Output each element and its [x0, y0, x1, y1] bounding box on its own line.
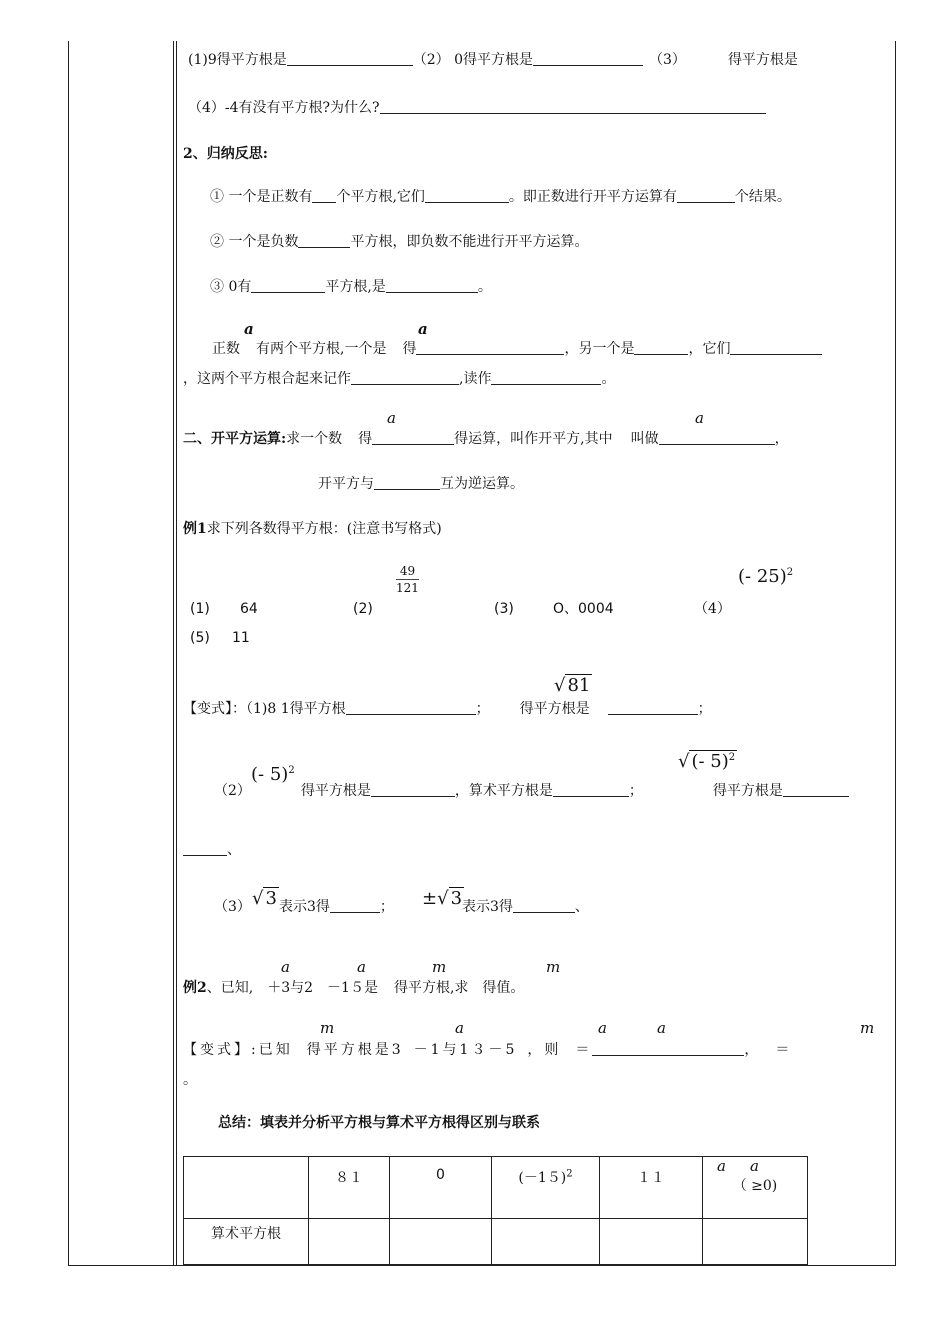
text: ；	[475, 701, 490, 717]
text: 、	[227, 842, 241, 858]
power-base: (- 25)	[738, 566, 787, 587]
text: 、已知,	[206, 980, 254, 996]
value-64: 64	[240, 601, 258, 617]
table-cell[interactable]	[600, 1219, 703, 1265]
text: ，	[774, 431, 789, 447]
text: 有两个平方根,一个是	[256, 341, 387, 357]
answer-blank[interactable]	[533, 51, 643, 66]
answer-blank[interactable]	[380, 99, 766, 114]
var-m: m	[320, 1019, 335, 1037]
radicand: 3	[450, 888, 463, 909]
q1-line	[188, 51, 798, 69]
text: ＝	[575, 1042, 593, 1058]
text: 得平方根是3	[306, 1042, 404, 1058]
text: ，这两个平方根合起来记作	[183, 371, 351, 387]
answer-blank[interactable]	[634, 340, 688, 355]
q1-part3: （3）	[649, 52, 686, 68]
text: ，它们	[688, 341, 731, 357]
var-a: a	[244, 320, 254, 338]
text: ③ 0有	[210, 279, 252, 295]
var-m: m	[546, 958, 561, 976]
text: 例2	[183, 980, 207, 996]
table-header-a	[703, 1157, 808, 1219]
answer-blank[interactable]	[783, 782, 849, 797]
text: 、	[574, 899, 589, 915]
q1-part2: （2） 0得平方根是	[412, 52, 534, 68]
radicand: 81	[567, 675, 591, 696]
variant2-end: 。	[183, 1072, 197, 1088]
text: 叫做	[630, 431, 659, 447]
text: 得	[402, 341, 417, 357]
radicand: 3	[265, 888, 277, 909]
text: 得平方根,求	[393, 980, 469, 996]
reflect-heading: 2、归纳反思:	[183, 146, 268, 162]
item-5: (5)	[190, 630, 210, 646]
table-header-neg15-squared	[492, 1157, 600, 1219]
text: 。即正数进行开平方运算有	[508, 189, 677, 205]
text: 个平方根,它们	[336, 189, 425, 205]
variant1-line1	[183, 700, 712, 718]
text: ① 一个是正数有	[210, 189, 313, 205]
text: 开平方与	[318, 476, 374, 492]
answer-blank[interactable]	[298, 233, 350, 248]
answer-blank[interactable]	[513, 898, 575, 913]
answer-blank[interactable]	[346, 700, 476, 715]
text: 正数	[212, 341, 240, 357]
variant1-line2	[214, 782, 849, 800]
table-corner-cell	[184, 1157, 309, 1219]
answer-blank[interactable]	[330, 898, 380, 913]
power-base: (- 5)	[251, 764, 289, 785]
q1-part4: （4）-4有没有平方根?为什么?	[188, 100, 380, 116]
text: 得平方根是	[519, 701, 590, 717]
item-4: （4）	[694, 601, 731, 617]
text: 表示3得	[462, 899, 513, 915]
variant-label: 【变式】	[183, 1042, 251, 1058]
table-header-81: ８１	[309, 1157, 390, 1219]
text: 。	[477, 279, 492, 295]
power-exponent: 2	[288, 765, 295, 776]
var-a: a	[357, 958, 366, 976]
item-3: (3)	[494, 601, 514, 617]
text: ,读作	[459, 371, 492, 387]
table-cell[interactable]	[703, 1219, 808, 1265]
section2-line1	[183, 430, 789, 448]
variant1-line3a	[279, 898, 394, 916]
reflect-line1	[210, 188, 791, 206]
value-0004: O、0004	[553, 601, 614, 617]
text: 平方根，即负数不能进行开平方运算。	[350, 234, 589, 250]
q1-part3-text: 得平方根是	[727, 52, 798, 68]
radicand	[689, 750, 737, 772]
answer-blank[interactable]	[491, 370, 601, 385]
sqrt-81: √ 81	[554, 675, 591, 696]
power-exponent: 2	[786, 567, 794, 578]
power-base: (- 5)	[691, 751, 729, 772]
table-header-row	[184, 1157, 808, 1219]
row-label-arithmetic-root: 算术平方根	[184, 1219, 309, 1265]
var-m: m	[432, 958, 447, 976]
positive-line1	[212, 340, 822, 358]
text: :已知	[251, 1042, 293, 1058]
text: ，则	[527, 1042, 562, 1058]
var-a: a	[695, 409, 704, 427]
summary-title: 总结：填表并分析平方根与算术平方根得区别与联系	[218, 1115, 540, 1131]
example2-line	[183, 979, 524, 997]
item-2: (2)	[353, 601, 373, 617]
column-divider	[173, 41, 174, 1265]
answer-blank[interactable]	[677, 188, 735, 203]
section2-line2	[318, 475, 524, 493]
text: 。	[601, 371, 616, 387]
variant1-line2-cont	[183, 841, 241, 859]
table-row	[184, 1219, 808, 1265]
answer-blank[interactable]	[659, 430, 775, 445]
fraction-numerator: 49	[396, 563, 419, 580]
summary-table	[183, 1156, 808, 1265]
text: －1与1３－5	[413, 1042, 518, 1058]
pm-sqrt-3: ±√ 3	[422, 888, 463, 909]
condition-text: （ ≥0)	[732, 1178, 778, 1194]
reflect-line2	[210, 233, 588, 251]
table-cell[interactable]	[309, 1219, 390, 1265]
table-header-0: 0	[390, 1157, 492, 1219]
section2-heading: 二、开平方运算:	[183, 431, 287, 447]
text: ② 一个是负数	[210, 234, 299, 250]
text: 个结果。	[734, 189, 791, 205]
answer-blank[interactable]	[251, 278, 325, 293]
text: 得平方根是	[300, 783, 371, 799]
answer-blank[interactable]	[371, 782, 455, 797]
table-cell[interactable]	[492, 1219, 600, 1265]
var-a: a	[281, 958, 290, 976]
var-a: a	[750, 1157, 759, 1175]
table-cell[interactable]	[390, 1219, 492, 1265]
reflect-line3	[210, 278, 492, 296]
column-divider-inner	[176, 41, 177, 1265]
text: ；	[379, 899, 394, 915]
text: －1５是	[327, 980, 378, 996]
text: 表示3得	[279, 899, 330, 915]
text: ，另一个是	[564, 341, 635, 357]
value-11: 11	[232, 630, 250, 646]
answer-blank[interactable]	[312, 188, 336, 203]
text: 例1	[183, 521, 207, 537]
var-a: a	[598, 1019, 607, 1037]
var-a: a	[717, 1157, 726, 1175]
text: 互为逆运算。	[440, 476, 524, 492]
answer-blank[interactable]	[287, 51, 413, 66]
text: ；	[697, 701, 712, 717]
q1-part1: (1)9得平方根是	[188, 52, 287, 68]
power-exponent: 2	[728, 752, 736, 763]
text: ，算术平方根是	[454, 783, 553, 799]
power-base: (－1５)	[518, 1170, 567, 1186]
table-header-11: １１	[600, 1157, 703, 1219]
power-neg25-squared	[738, 566, 793, 587]
answer-blank[interactable]	[592, 1041, 744, 1056]
power-exponent: 2	[566, 1168, 573, 1180]
text: ：（1)8 1得平方根	[232, 701, 346, 717]
var-a: a	[418, 320, 428, 338]
text: ，	[744, 1042, 762, 1058]
text: 得平方根是	[712, 783, 783, 799]
example1-title	[183, 520, 442, 538]
plus-minus: ±	[422, 888, 438, 909]
q1-line4	[188, 99, 766, 117]
text: 得值。	[482, 980, 525, 996]
answer-blank[interactable]	[425, 188, 509, 203]
answer-blank[interactable]	[374, 475, 440, 490]
positive-line2	[183, 370, 615, 388]
answer-blank[interactable]	[608, 700, 698, 715]
answer-blank[interactable]	[730, 340, 822, 355]
variant1-line3b	[462, 898, 589, 916]
fraction-49-121	[396, 563, 419, 596]
var-m: m	[860, 1019, 875, 1037]
text: ＋3与2	[267, 980, 314, 996]
variant-label: 【变式】	[183, 701, 232, 717]
text: 平方根,是	[325, 279, 386, 295]
item-1: (1)	[190, 601, 210, 617]
text: 求下列各数得平方根：(注意书写格式)	[206, 521, 442, 537]
text: （2）	[214, 783, 251, 799]
answer-blank[interactable]	[386, 278, 478, 293]
text: ；	[628, 783, 643, 799]
text: 得	[358, 431, 373, 447]
sqrt-3: √ 3	[252, 888, 277, 909]
answer-blank[interactable]	[183, 841, 227, 856]
var-a: a	[387, 409, 396, 427]
answer-blank[interactable]	[351, 370, 459, 385]
sqrt-neg5-squared: √ (- 5)$^2$	[678, 751, 736, 772]
variant2-line	[183, 1041, 792, 1059]
fraction-denominator: 121	[396, 581, 419, 595]
text: 得运算，叫作开平方,其中	[454, 431, 613, 447]
answer-blank[interactable]	[416, 340, 564, 355]
answer-blank[interactable]	[553, 782, 629, 797]
answer-blank[interactable]	[372, 430, 454, 445]
text: ＝	[775, 1042, 793, 1058]
var-a: a	[657, 1019, 666, 1037]
var-a: a	[455, 1019, 464, 1037]
text: 求一个数	[286, 431, 343, 447]
item-3: （3）	[214, 899, 251, 915]
